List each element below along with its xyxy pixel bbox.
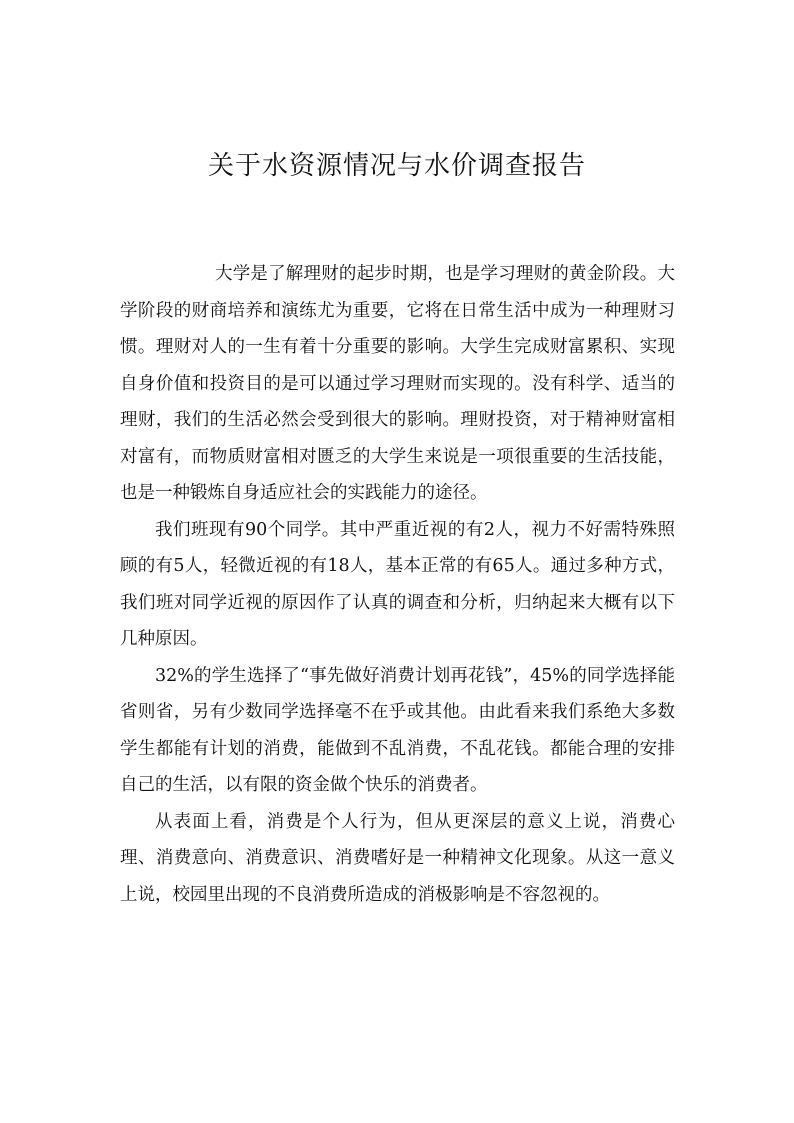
paragraph-4: 从表面上看，消费是个人行为，但从更深层的意义上说，消费心理、消费意向、消费意识、消费嗜好是一种精神文化现象。从这一意义上说，校园里出现的不良消费所造成的消极影响是不容忽视的。 <box>120 811 675 905</box>
document-title: 关于水资源情况与水价调查报告 <box>207 151 586 181</box>
paragraph-3: 32%的学生选择了“事先做好消费计划再花钱”，45%的同学选择能省则省，另有少数同学选择毫不在乎或其他。由此看来我们系绝大多数学生都能有计划的消费，能做到不乱消费，不乱花钱。都能合理的安排自己的生活，以有限的资金做个快乐的消费者。 <box>120 665 675 795</box>
document-body <box>120 256 675 913</box>
paragraph-2: 我们班现有90个同学。其中严重近视的有2人，视力不好需特殊照顾的有5人，轻微近视的有18人，基本正常的有65人。通过多种方式，我们班对同学近视的原因作了认真的调查和分析，归纳起来大概有以下几种原因。 <box>120 519 675 649</box>
paragraph-1: 大学是了解理财的起步时期，也是学习理财的黄金阶段。大学阶段的财商培养和演练尤为重要，它将在日常生活中成为一种理财习惯。理财对人的一生有着十分重要的影响。大学生完成财富累积、实现自身价值和投资目的是可以通过学习理财而实现的。没有科学、适当的理财，我们的生活必然会受到很大的影响。理财投资，对于精神财富相对富有，而物质财富相对匮乏的大学生来说是一项很重要的生活技能，也是一种锻炼自身适应社会的实践能力的途径。 <box>120 264 675 503</box>
